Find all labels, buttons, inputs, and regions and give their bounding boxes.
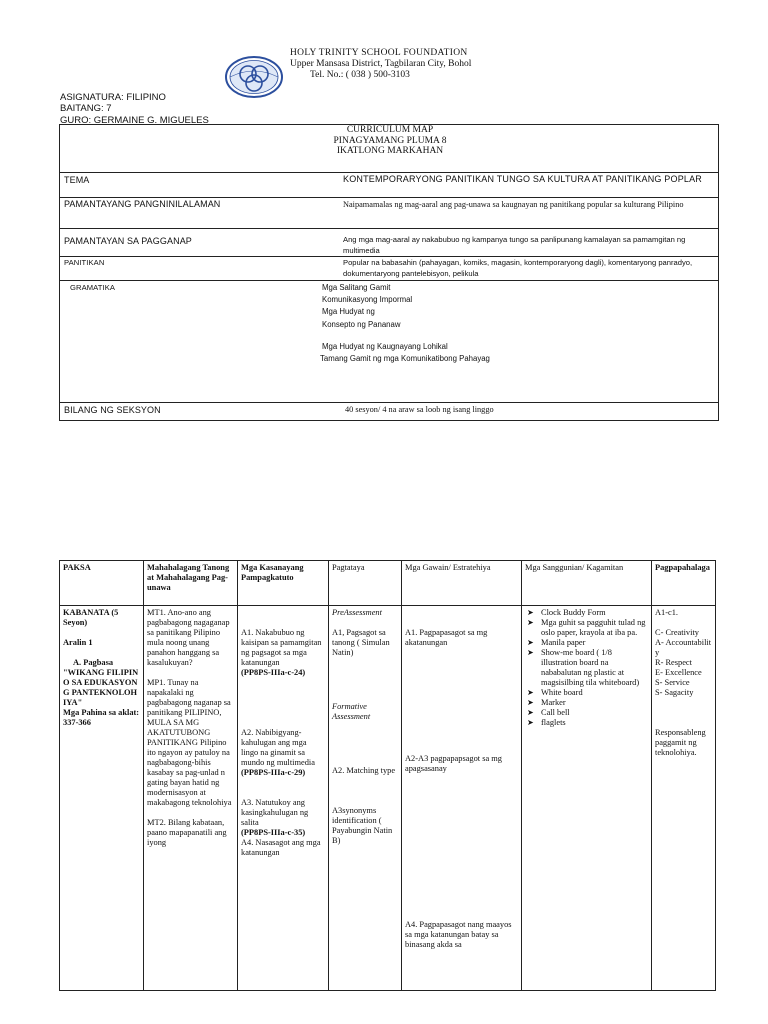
value-line: E- Excellence — [655, 668, 702, 677]
a3-code: (PP8PS-IIIa-c-35) — [241, 828, 306, 837]
seksyon-label: BILANG NG SEKSYON — [64, 405, 161, 415]
list-item: ➤ Manila paper — [527, 638, 586, 647]
guro-label: GURO: GERMAINE G. MIGUELES — [60, 114, 209, 126]
list-item: ➤ Mga guhit sa pagguhit tulad ng oslo paper, krayola at iba pa. — [527, 618, 646, 637]
pahina-label: Mga Pahina sa aklat: 337-366 — [63, 708, 140, 727]
panitikan-value: Popular na babasahin (pahayagan, komiks, magasin, kontemporaryong dagli), komentaryong panradyo, dokumentaryong pantelebisyon, pelikula — [343, 258, 693, 279]
title-line-1: CURRICULUM MAP — [346, 125, 434, 135]
gramatika-item: Mga Hudyat ng — [322, 307, 375, 317]
value-line: A- Accountability — [655, 638, 712, 657]
arrow-bullet-icon: ➤ — [527, 608, 534, 617]
header-paksa: PAKSA — [60, 561, 144, 606]
header-gawain: Mga Gawain/ Estratehiya — [402, 561, 522, 606]
header-sanggunian: Mga Sanggunian/ Kagamitan — [522, 561, 652, 606]
seksyon-value: 40 sesyon/ 4 na araw sa loob ng isang linggo — [345, 405, 494, 414]
curriculum-title — [60, 125, 720, 157]
arrow-bullet-icon: ➤ — [527, 718, 534, 727]
aralin-label: Aralin 1 — [63, 638, 93, 647]
school-seal-logo — [224, 55, 284, 99]
school-header — [290, 48, 471, 81]
arrow-bullet-icon: ➤ — [527, 638, 534, 647]
a1-skill: A1. Nakabubuo ng kaisipan sa pamamgitan ng pagsagot sa mga katanungan — [241, 628, 322, 667]
gramatika-item: Konsepto ng Pananaw — [322, 319, 401, 329]
list-item: ➤ Show-me board ( 1/8 illustration board na nababalutan ng plastic at magsisilbing tila whiteboard) — [527, 648, 640, 687]
pagbasa-label: A. Pagbasa — [73, 658, 114, 667]
cell-tanong — [144, 606, 238, 991]
gramatika-item: Tamang Gamit ng mga Komunikatibong Pahayag — [320, 354, 490, 364]
asignatura-label: ASIGNATURA: FILIPINO — [60, 92, 166, 103]
document-meta — [60, 92, 209, 126]
cell-sanggunian — [522, 606, 652, 991]
table-header-row — [60, 561, 716, 606]
divider — [60, 402, 718, 403]
a4-skill: A4. Nasasagot ang mga katanungan — [241, 838, 321, 857]
a2-skill: A2. Nabibigyang-kahulugan ang mga lingo na ginamit sa mundo ng multimedia — [241, 728, 315, 767]
title-line-2: PINAGYAMANG PLUMA 8 — [333, 135, 447, 146]
header-pagpapahalaga: Pagpapahalaga — [652, 561, 716, 606]
header-pagtataya: Pagtataya — [329, 561, 402, 606]
formative-label: Formative Assessment — [332, 702, 371, 721]
pagtataya-a1: A1, Pagsagot sa tanong ( Simulan Natin) — [332, 628, 390, 657]
divider — [60, 280, 718, 281]
gawain-a1: A1. Pagpapasagot sa mg akatanungan — [405, 628, 488, 647]
values-closing: Responsableng paggamit ng teknolohiya. — [655, 728, 706, 757]
header-kasanayan: Mga Kasanayang Pampagkatuto — [238, 561, 329, 606]
pagganap-label: PAMANTAYAN SA PAGGANAP — [64, 236, 192, 246]
value-line: S- Service — [655, 678, 690, 687]
arrow-bullet-icon: ➤ — [527, 708, 534, 717]
list-item: ➤ White board — [527, 688, 583, 697]
gramatika-list — [322, 282, 490, 365]
curriculum-summary-box — [59, 124, 719, 421]
mt1-text: MT1. Ano-ano ang pagbabagong nagaganap sa panitikang Pilipino mula noong unang panahon hanggang sa kasalukuyan? — [147, 608, 230, 667]
values-code: A1-c1. — [655, 608, 679, 617]
tema-label: TEMA — [64, 175, 90, 185]
cell-gawain — [402, 606, 522, 991]
pangnilalaman-value: Naipamamalas ng mag-aaral ang pag-unawa sa kaugnayan ng panitikang popular sa kulturang Pilipino — [343, 200, 684, 209]
school-tel: Tel. No.: ( 038 ) 500-3103 — [310, 70, 410, 80]
a3-skill: A3. Natutukoy ang kasingkahulugan ng salita — [241, 798, 309, 827]
gawain-a4: A4. Pagpapasagot nang maayos sa mga katanungan batay sa binasang akda sa — [405, 920, 512, 949]
baitang-label: BAITANG: 7 — [60, 103, 112, 115]
arrow-bullet-icon: ➤ — [527, 688, 534, 697]
preassessment-label: PreAssessment — [332, 608, 382, 617]
gramatika-item: Komunikasyong Impormal — [322, 295, 413, 305]
a1-code: (PP8PS-IIIa-c-24) — [241, 668, 306, 677]
divider — [60, 197, 718, 198]
cell-paksa — [60, 606, 144, 991]
kabanata-label: KABANATA (5 Seyon) — [63, 608, 119, 627]
cell-pagpapahalaga — [652, 606, 716, 991]
gramatika-label: GRAMATIKA — [70, 283, 116, 292]
akda-title: "WIKANG FILIPINO SA EDUKASYONG PANTEKNOLOHIYA" — [63, 668, 139, 707]
panitikan-label: PANITIKAN — [64, 258, 105, 267]
mp1-text: MP1. Tunay na napakalaki ng pagbabagong naganap sa panitikang PILIPINO, MULA SA MG AKATUTUBONG PANITIKANG Pilipino ito ngayon ay patuloy na nagbabagong-bihis kasabay sa pag-unlad n gating bayan hatid ng modernisasyon at makabagong teknolohiya — [147, 678, 232, 807]
school-address: Upper Mansasa District, Tagbilaran City, Bohol — [290, 59, 472, 69]
cell-kasanayan — [238, 606, 329, 991]
divider — [60, 228, 718, 229]
list-item: ➤ Marker — [527, 698, 566, 707]
mt2-text: MT2. Bilang kabataan, paano mapapanatili ang iyong — [147, 818, 227, 847]
value-line: S- Sagacity — [655, 688, 694, 697]
school-name: HOLY TRINITY SCHOOL FOUNDATION — [290, 48, 468, 58]
cell-pagtataya — [329, 606, 402, 991]
pagtataya-a2: A2. Matching type — [332, 766, 396, 775]
arrow-bullet-icon: ➤ — [527, 648, 534, 657]
gawain-a2a3: A2-A3 pagpapapsagot sa mg apagsasanay — [405, 754, 502, 773]
pangnilalaman-label: PAMANTAYANG PANGNINILALAMAN — [64, 199, 221, 209]
sanggunian-list — [525, 608, 648, 728]
list-item: ➤ Call bell — [527, 708, 570, 717]
header-tanong: Mahahalagang Tanong at Mahahalagang Pag-unawa — [144, 561, 238, 606]
curriculum-map-table — [59, 560, 716, 991]
gramatika-item: Mga Hudyat ng Kaugnayang Lohikal — [322, 341, 448, 351]
list-item: ➤ Clock Buddy Form — [527, 608, 606, 617]
value-line: R- Respect — [655, 658, 692, 667]
pagtataya-a3: A3synonyms identification ( Payabungin Natin B) — [332, 806, 393, 845]
gramatika-item: Mga Salitang Gamit — [322, 283, 391, 292]
value-line: C- Creativity — [655, 628, 699, 637]
arrow-bullet-icon: ➤ — [527, 698, 534, 707]
tema-value: KONTEMPORARYONG PANITIKAN TUNGO SA KULTURA AT PANITIKANG POPLAR — [343, 174, 703, 184]
pagganap-value: Ang mga mag-aaral ay nakabubuo ng kampanya tungo sa panlipunang kamalayan sa pamamgitan ng multimedia — [343, 235, 686, 256]
table-row — [60, 606, 716, 991]
title-line-3: IKATLONG MARKAHAN — [336, 146, 444, 156]
a2-code: (PP8PS-IIIa-c-29) — [241, 768, 306, 777]
arrow-bullet-icon: ➤ — [527, 618, 534, 627]
divider — [60, 172, 718, 173]
list-item: ➤ flaglets — [527, 718, 566, 727]
